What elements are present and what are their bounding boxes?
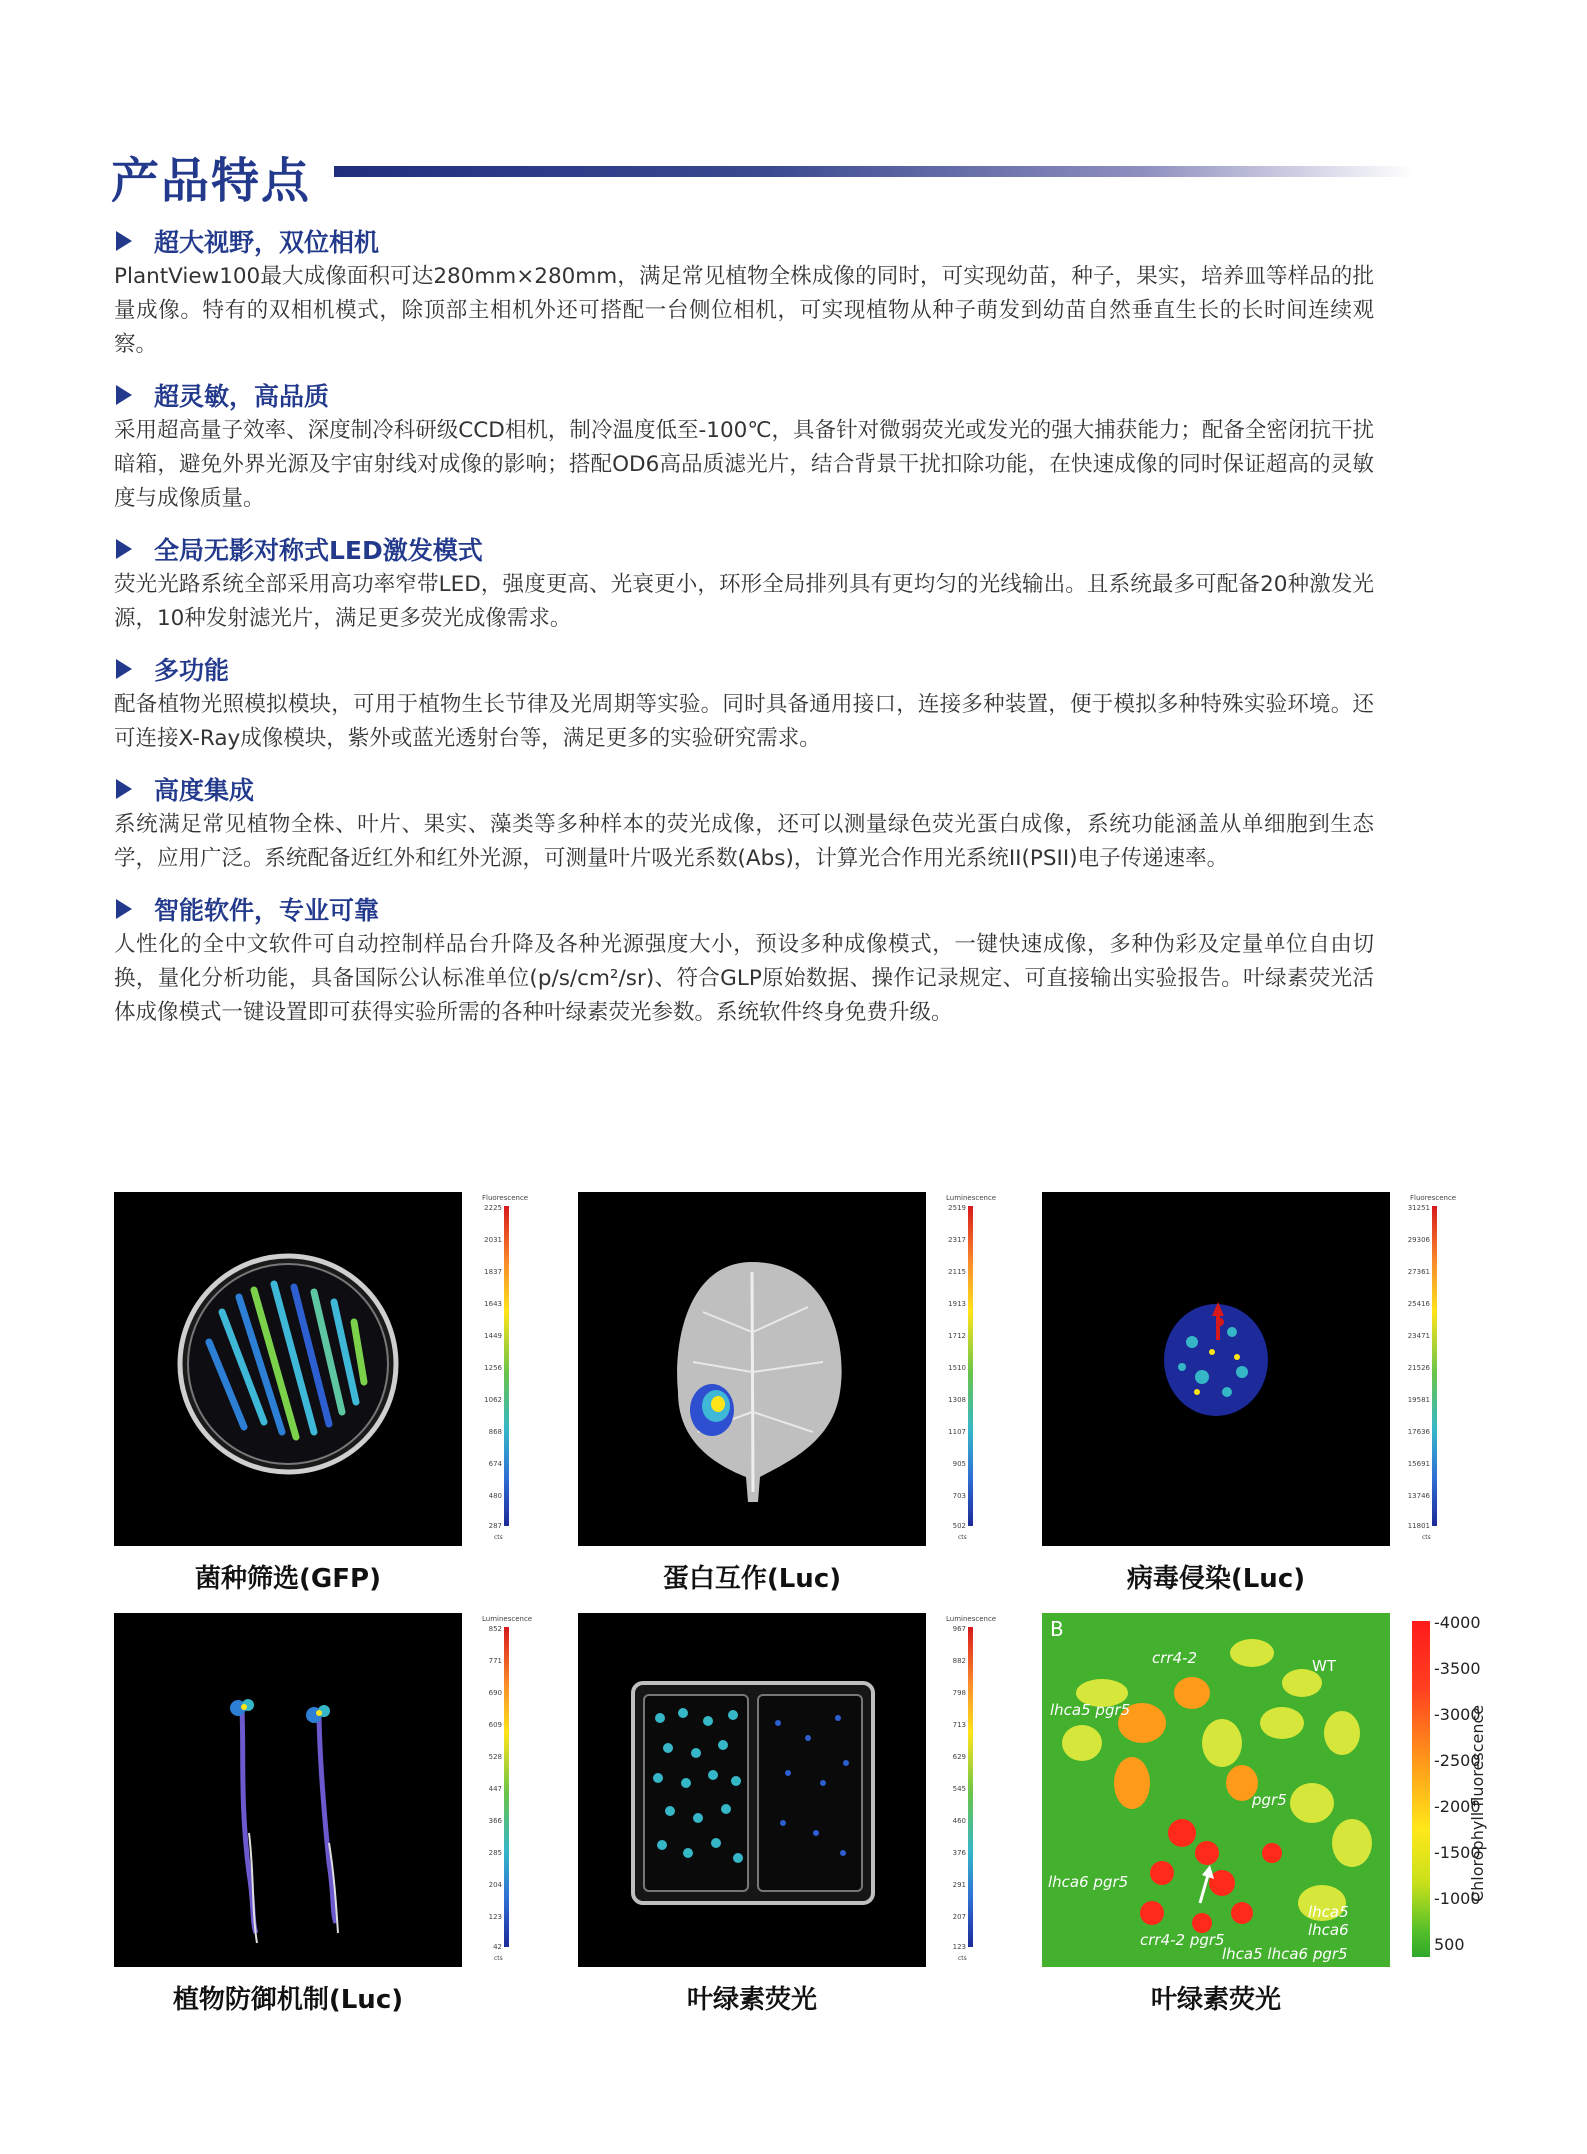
- scale-tick: 291: [952, 1881, 966, 1889]
- feature-body: 人性化的全中文软件可自动控制样品台升降及各种光源强度大小，预设多种成像模式，一键快速成像，多种伪彩及定量单位自由切换，量化分析功能，具备国际公认标准单位(p/s/cm²/sr)、符合GLP原始数据、操作记录规定、可直接输出实验报告。叶绿素荧光活体成像模式一键设置即可获得实验所需的各种叶绿素荧光参数。系统软件终身免费升级。: [114, 932, 1374, 1025]
- plant-label: lhca5 lhca6 pgr5: [1222, 1945, 1348, 1963]
- feature-item: [114, 650, 1374, 756]
- scale-tick: 2031: [484, 1236, 502, 1244]
- figure-caption: 叶绿素荧光: [1150, 1985, 1281, 2015]
- plant-label: WT: [1312, 1657, 1336, 1675]
- scale-tick: 2225: [484, 1204, 502, 1212]
- scale-tick: 480: [488, 1492, 502, 1500]
- scale-title: Luminescence: [482, 1615, 533, 1623]
- feature-title: 超灵敏，高品质: [154, 382, 330, 411]
- color-scale: [474, 1192, 554, 1546]
- plants-image: [1042, 1613, 1390, 1967]
- scale-tick: 13746: [1407, 1492, 1430, 1500]
- feature-title: 超大视野，双位相机: [154, 228, 380, 257]
- scale-tick: 2317: [948, 1236, 966, 1244]
- scale-tick: 1062: [484, 1396, 502, 1404]
- scale-tick: 285: [488, 1849, 502, 1857]
- scale-gradient: [504, 1206, 509, 1526]
- feature-title: 全局无影对称式LED激发模式: [154, 536, 483, 565]
- scale-title: Luminescence: [946, 1194, 997, 1202]
- scale-tick: 42: [493, 1943, 502, 1951]
- scale-tick: 771: [488, 1657, 502, 1665]
- scale-tick: 502: [952, 1522, 966, 1530]
- scale-gradient: [1432, 1206, 1437, 1526]
- figure-caption: 病毒侵染(Luc): [1126, 1564, 1306, 1594]
- figure-chlorophyll-tray: [578, 1613, 1038, 2013]
- scale-tick: 1712: [948, 1332, 966, 1340]
- figure-caption: 叶绿素荧光: [686, 1985, 817, 2015]
- feature-item: [114, 222, 1374, 362]
- heading-divider: [334, 166, 1414, 177]
- feature-body: PlantView100最大成像面积可达280mm×280mm，满足常见植物全株成像的同时，可实现幼苗，种子，果实，培养皿等样品的批量成像。特有的双相机模式，除顶部主相机外还可搭配一台侧位相机，可实现植物从种子萌发到幼苗自然垂直生长的长时间连续观察。: [114, 264, 1374, 357]
- scale-unit: cts: [494, 1955, 503, 1962]
- panel-letter: B: [1050, 1617, 1064, 1641]
- scale-tick: 690: [488, 1689, 502, 1697]
- triangle-bullet-icon: [116, 385, 132, 405]
- figure-caption: 植物防御机制(Luc): [172, 1985, 404, 2015]
- triangle-bullet-icon: [116, 659, 132, 679]
- section-heading: [111, 140, 311, 212]
- scale-tick: 967: [952, 1625, 966, 1633]
- scale-tick: 123: [952, 1943, 966, 1951]
- scale-tick: -4000: [1434, 1613, 1481, 1632]
- scale-tick: 2519: [948, 1204, 966, 1212]
- scale-tick: 528: [488, 1753, 502, 1761]
- scale-tick: 1449: [484, 1332, 502, 1340]
- scale-tick: 207: [952, 1913, 966, 1921]
- leaf-image: [578, 1192, 926, 1546]
- scale-tick: 674: [488, 1460, 502, 1468]
- scale-tick: 1510: [948, 1364, 966, 1372]
- plant-label: pgr5: [1252, 1791, 1287, 1809]
- feature-body: 系统满足常见植物全株、叶片、果实、藻类等多种样本的荧光成像，还可以测量绿色荧光蛋白成像，系统功能涵盖从单细胞到生态学，应用广泛。系统配备近红外和红外光源，可测量叶片吸光系数(Abs)，计算光合作用光系统II(PSII)电子传递速率。: [114, 812, 1374, 871]
- scale-tick: -3500: [1434, 1659, 1481, 1678]
- scale-tick: 204: [488, 1881, 502, 1889]
- chlorophyll-scale-gradient: [1412, 1621, 1430, 1957]
- scale-unit: cts: [1422, 1534, 1431, 1541]
- feature-item: [114, 376, 1374, 516]
- feature-item: [114, 770, 1374, 876]
- scale-tick: 366: [488, 1817, 502, 1825]
- plant-label: crr4-2 pgr5: [1140, 1931, 1225, 1949]
- figure-plant-defense: [114, 1613, 574, 2013]
- scale-tick: 798: [952, 1689, 966, 1697]
- scale-tick: 852: [488, 1625, 502, 1633]
- feature-body: 荧光光路系统全部采用高功率窄带LED，强度更高、光衰更小，环形全局排列具有更均匀的光线输出。且系统最多可配备20种激发光源，10种发射滤光片，满足更多荧光成像需求。: [114, 572, 1374, 631]
- scale-tick: 21526: [1407, 1364, 1430, 1372]
- plant-label: lhca5 pgr5: [1050, 1701, 1131, 1719]
- scale-tick: 25416: [1407, 1300, 1430, 1308]
- scale-tick: 500: [1434, 1935, 1465, 1954]
- figure-gfp: [114, 1192, 574, 1592]
- scale-unit: cts: [958, 1955, 967, 1962]
- scale-tick: 868: [488, 1428, 502, 1436]
- scale-tick: -1000: [1434, 1889, 1481, 1908]
- scale-gradient: [968, 1206, 973, 1526]
- scale-tick: -3000: [1434, 1705, 1481, 1724]
- scale-tick: -1500: [1434, 1843, 1481, 1862]
- figure-chlorophyll-plants: [1042, 1613, 1502, 2013]
- triangle-bullet-icon: [116, 231, 132, 251]
- scale-tick: 905: [952, 1460, 966, 1468]
- scale-unit: cts: [494, 1534, 503, 1541]
- scale-gradient: [504, 1627, 509, 1947]
- triangle-bullet-icon: [116, 779, 132, 799]
- scale-tick: 1107: [948, 1428, 966, 1436]
- figure-virus-infection: [1042, 1192, 1502, 1592]
- scale-tick: 123: [488, 1913, 502, 1921]
- feature-item: [114, 530, 1374, 636]
- color-scale: [474, 1613, 554, 1967]
- scale-tick: 29306: [1407, 1236, 1430, 1244]
- scale-title: Fluorescence: [482, 1194, 529, 1202]
- scale-tick: 376: [952, 1849, 966, 1857]
- triangle-bullet-icon: [116, 899, 132, 919]
- scale-tick: 19581: [1407, 1396, 1430, 1404]
- scale-tick: 460: [952, 1817, 966, 1825]
- scale-tick: -2000: [1434, 1797, 1481, 1816]
- feature-list: [114, 222, 1374, 1044]
- scale-tick: 545: [952, 1785, 966, 1793]
- scale-title: Fluorescence: [1410, 1194, 1457, 1202]
- scale-tick: 27361: [1407, 1268, 1430, 1276]
- scale-tick: 287: [488, 1522, 502, 1530]
- feature-body: 配备植物光照模拟模块，可用于植物生长节律及光周期等实验。同时具备通用接口，连接多种装置，便于模拟多种特殊实验环境。还可连接X-Ray成像模块，紫外或蓝光透射台等，满足更多的实验研究需求。: [114, 692, 1374, 751]
- scale-tick: 23471: [1407, 1332, 1430, 1340]
- scale-tick: 609: [488, 1721, 502, 1729]
- scale-tick: 1837: [484, 1268, 502, 1276]
- scale-gradient: [968, 1627, 973, 1947]
- plant-label: lhca5 lhca6: [1308, 1903, 1349, 1939]
- section-title: 产品特点: [111, 152, 312, 209]
- feature-title: 高度集成: [154, 776, 255, 805]
- scale-tick: 17636: [1407, 1428, 1430, 1436]
- scale-tick: 882: [952, 1657, 966, 1665]
- plant-label: lhca6 pgr5: [1048, 1873, 1129, 1891]
- scale-tick: 15691: [1407, 1460, 1430, 1468]
- figure-protein-interaction: [578, 1192, 1038, 1592]
- plant-label: crr4-2: [1152, 1649, 1198, 1667]
- scale-tick: 629: [952, 1753, 966, 1761]
- scale-tick: 11801: [1407, 1522, 1430, 1530]
- scale-tick: -2500: [1434, 1751, 1481, 1770]
- virus-image: [1042, 1192, 1390, 1546]
- color-scale: [938, 1192, 1018, 1546]
- scale-tick: 703: [952, 1492, 966, 1500]
- figure-caption: 菌种筛选(GFP): [195, 1564, 381, 1594]
- feature-body: 采用超高量子效率、深度制冷科研级CCD相机，制冷温度低至-100℃，具备针对微弱荧光或发光的强大捕获能力；配备全密闭抗干扰暗箱，避免外界光源及宇宙射线对成像的影响；搭配OD6高品质滤光片，结合背景干扰扣除功能，在快速成像的同时保证超高的灵敏度与成像质量。: [114, 418, 1374, 511]
- scale-tick: 1256: [484, 1364, 502, 1372]
- scale-tick: 713: [952, 1721, 966, 1729]
- tray-image: [578, 1613, 926, 1967]
- scale-tick: 31251: [1407, 1204, 1430, 1212]
- scale-tick: 447: [488, 1785, 502, 1793]
- triangle-bullet-icon: [116, 539, 132, 559]
- feature-title: 多功能: [154, 656, 230, 685]
- scale-tick: 1308: [948, 1396, 966, 1404]
- feature-title: 智能软件，专业可靠: [154, 896, 380, 925]
- color-scale: [1402, 1192, 1482, 1546]
- feature-item: [114, 890, 1374, 1030]
- petri-dish-image: [114, 1192, 462, 1546]
- scale-tick: 1913: [948, 1300, 966, 1308]
- scale-tick: 2115: [948, 1268, 966, 1276]
- scale-title: Luminescence: [946, 1615, 997, 1623]
- color-scale: [938, 1613, 1018, 1967]
- figure-caption: 蛋白互作(Luc): [662, 1564, 842, 1594]
- scale-unit: cts: [958, 1534, 967, 1541]
- axis-label: Chlorophyll fluorescence: [1468, 1704, 1487, 1902]
- scale-tick: 1643: [484, 1300, 502, 1308]
- seedlings-image: [114, 1613, 462, 1967]
